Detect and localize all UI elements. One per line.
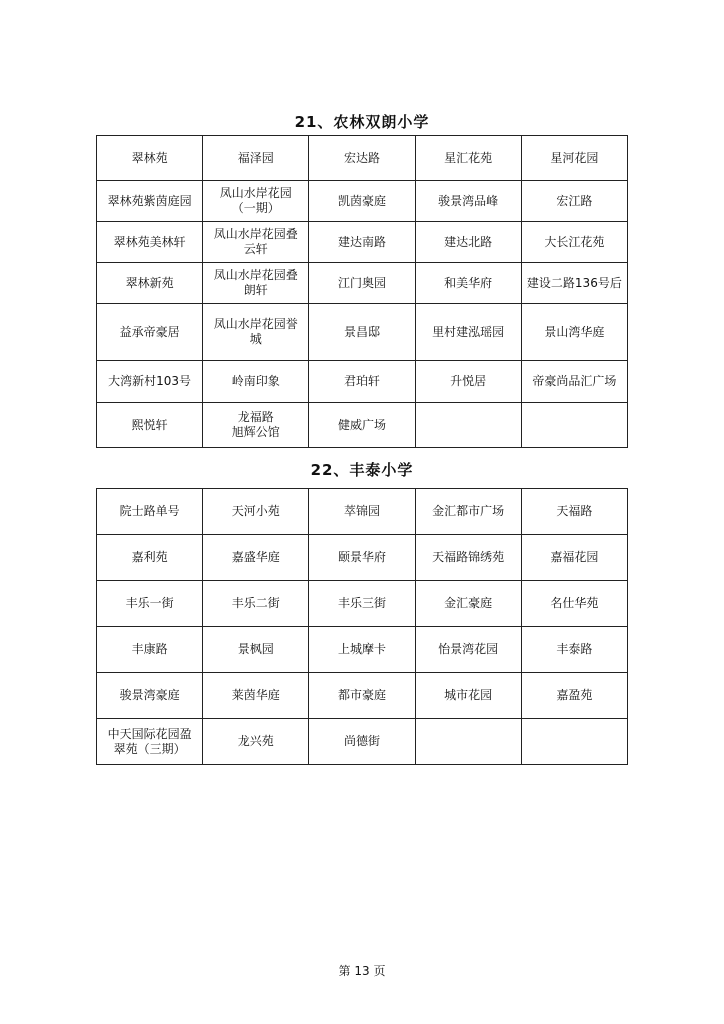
table-cell: 健威广场: [309, 403, 415, 448]
section-title-22: 22、丰泰小学: [310, 461, 414, 479]
table-row: [97, 136, 628, 181]
table-cell: 景枫园: [203, 627, 309, 673]
table-cell: 都市豪庭: [309, 673, 415, 719]
table-row: [97, 535, 628, 581]
table-cell: 和美华府: [415, 263, 521, 304]
table-cell: 丰乐一街: [97, 581, 203, 627]
table-cell: 大湾新村103号: [97, 361, 203, 403]
table-21: [96, 135, 628, 448]
table-cell: 天河小苑: [203, 489, 309, 535]
page-number: 第 13 页: [338, 964, 386, 978]
table-cell: 莱茵华庭: [203, 673, 309, 719]
table-row: [97, 627, 628, 673]
table-cell: 岭南印象: [203, 361, 309, 403]
table-cell: 中天国际花园盈 翠苑（三期）: [97, 719, 203, 765]
table-cell: 嘉利苑: [97, 535, 203, 581]
table-cell: 翠林苑: [97, 136, 203, 181]
table-cell: 熙悦轩: [97, 403, 203, 448]
table-cell: 建设二路136号后: [521, 263, 627, 304]
table-cell: 天福路: [521, 489, 627, 535]
table-cell: 凤山水岸花园叠 朗轩: [203, 263, 309, 304]
table-cell: 凯茵豪庭: [309, 181, 415, 222]
table-cell: 城市花园: [415, 673, 521, 719]
table-row: [97, 263, 628, 304]
table-cell: [521, 403, 627, 448]
table-cell: 龙福路 旭辉公馆: [203, 403, 309, 448]
table-row: [97, 403, 628, 448]
table-cell: 大长江花苑: [521, 222, 627, 263]
table-cell: [521, 719, 627, 765]
table-cell: 景山湾华庭: [521, 304, 627, 361]
table-cell: 院士路单号: [97, 489, 203, 535]
table-cell: 丰乐三街: [309, 581, 415, 627]
table-cell: 天福路锦绣苑: [415, 535, 521, 581]
table-cell: 福泽园: [203, 136, 309, 181]
table-cell: 建达北路: [415, 222, 521, 263]
table-row: [97, 673, 628, 719]
table-cell: 宏江路: [521, 181, 627, 222]
table-row: [97, 489, 628, 535]
table-cell: 金汇都市广场: [415, 489, 521, 535]
table-cell: 尚德街: [309, 719, 415, 765]
table-cell: 升悦居: [415, 361, 521, 403]
table-cell: 帝豪尚品汇广场: [521, 361, 627, 403]
table-cell: 怡景湾花园: [415, 627, 521, 673]
table-cell: 江门奥园: [309, 263, 415, 304]
table-cell: [415, 719, 521, 765]
table-cell: 翠林新苑: [97, 263, 203, 304]
table-row: [97, 581, 628, 627]
table-cell: 龙兴苑: [203, 719, 309, 765]
table-cell: 上城摩卡: [309, 627, 415, 673]
table-cell: 金汇豪庭: [415, 581, 521, 627]
table-cell: 萃锦园: [309, 489, 415, 535]
table-cell: 翠林苑紫茵庭园: [97, 181, 203, 222]
table-cell: 宏达路: [309, 136, 415, 181]
table-cell: 名仕华苑: [521, 581, 627, 627]
table-cell: 骏景湾品峰: [415, 181, 521, 222]
table-row: [97, 719, 628, 765]
table-cell: 君珀轩: [309, 361, 415, 403]
table-cell: 嘉盈苑: [521, 673, 627, 719]
table-row: [97, 222, 628, 263]
table-cell: 丰乐二街: [203, 581, 309, 627]
table-cell: [415, 403, 521, 448]
table-cell: 骏景湾豪庭: [97, 673, 203, 719]
table-cell: 嘉福花园: [521, 535, 627, 581]
table-cell: 凤山水岸花园誉 城: [203, 304, 309, 361]
table-row: [97, 304, 628, 361]
table-cell: 建达南路: [309, 222, 415, 263]
table-22: [96, 488, 628, 765]
table-cell: 凤山水岸花园叠 云轩: [203, 222, 309, 263]
table-cell: 丰泰路: [521, 627, 627, 673]
table-cell: 星汇花苑: [415, 136, 521, 181]
table-row: [97, 181, 628, 222]
table-cell: 星河花园: [521, 136, 627, 181]
table-cell: 颐景华府: [309, 535, 415, 581]
table-cell: 丰康路: [97, 627, 203, 673]
table-cell: 嘉盛华庭: [203, 535, 309, 581]
table-cell: 凤山水岸花园 （一期）: [203, 181, 309, 222]
table-cell: 里村建泓瑶园: [415, 304, 521, 361]
table-row: [97, 361, 628, 403]
table-cell: 景昌邸: [309, 304, 415, 361]
table-cell: 翠林苑美林轩: [97, 222, 203, 263]
section-title-21: 21、农林双朗小学: [294, 113, 430, 131]
table-cell: 益承帝豪居: [97, 304, 203, 361]
